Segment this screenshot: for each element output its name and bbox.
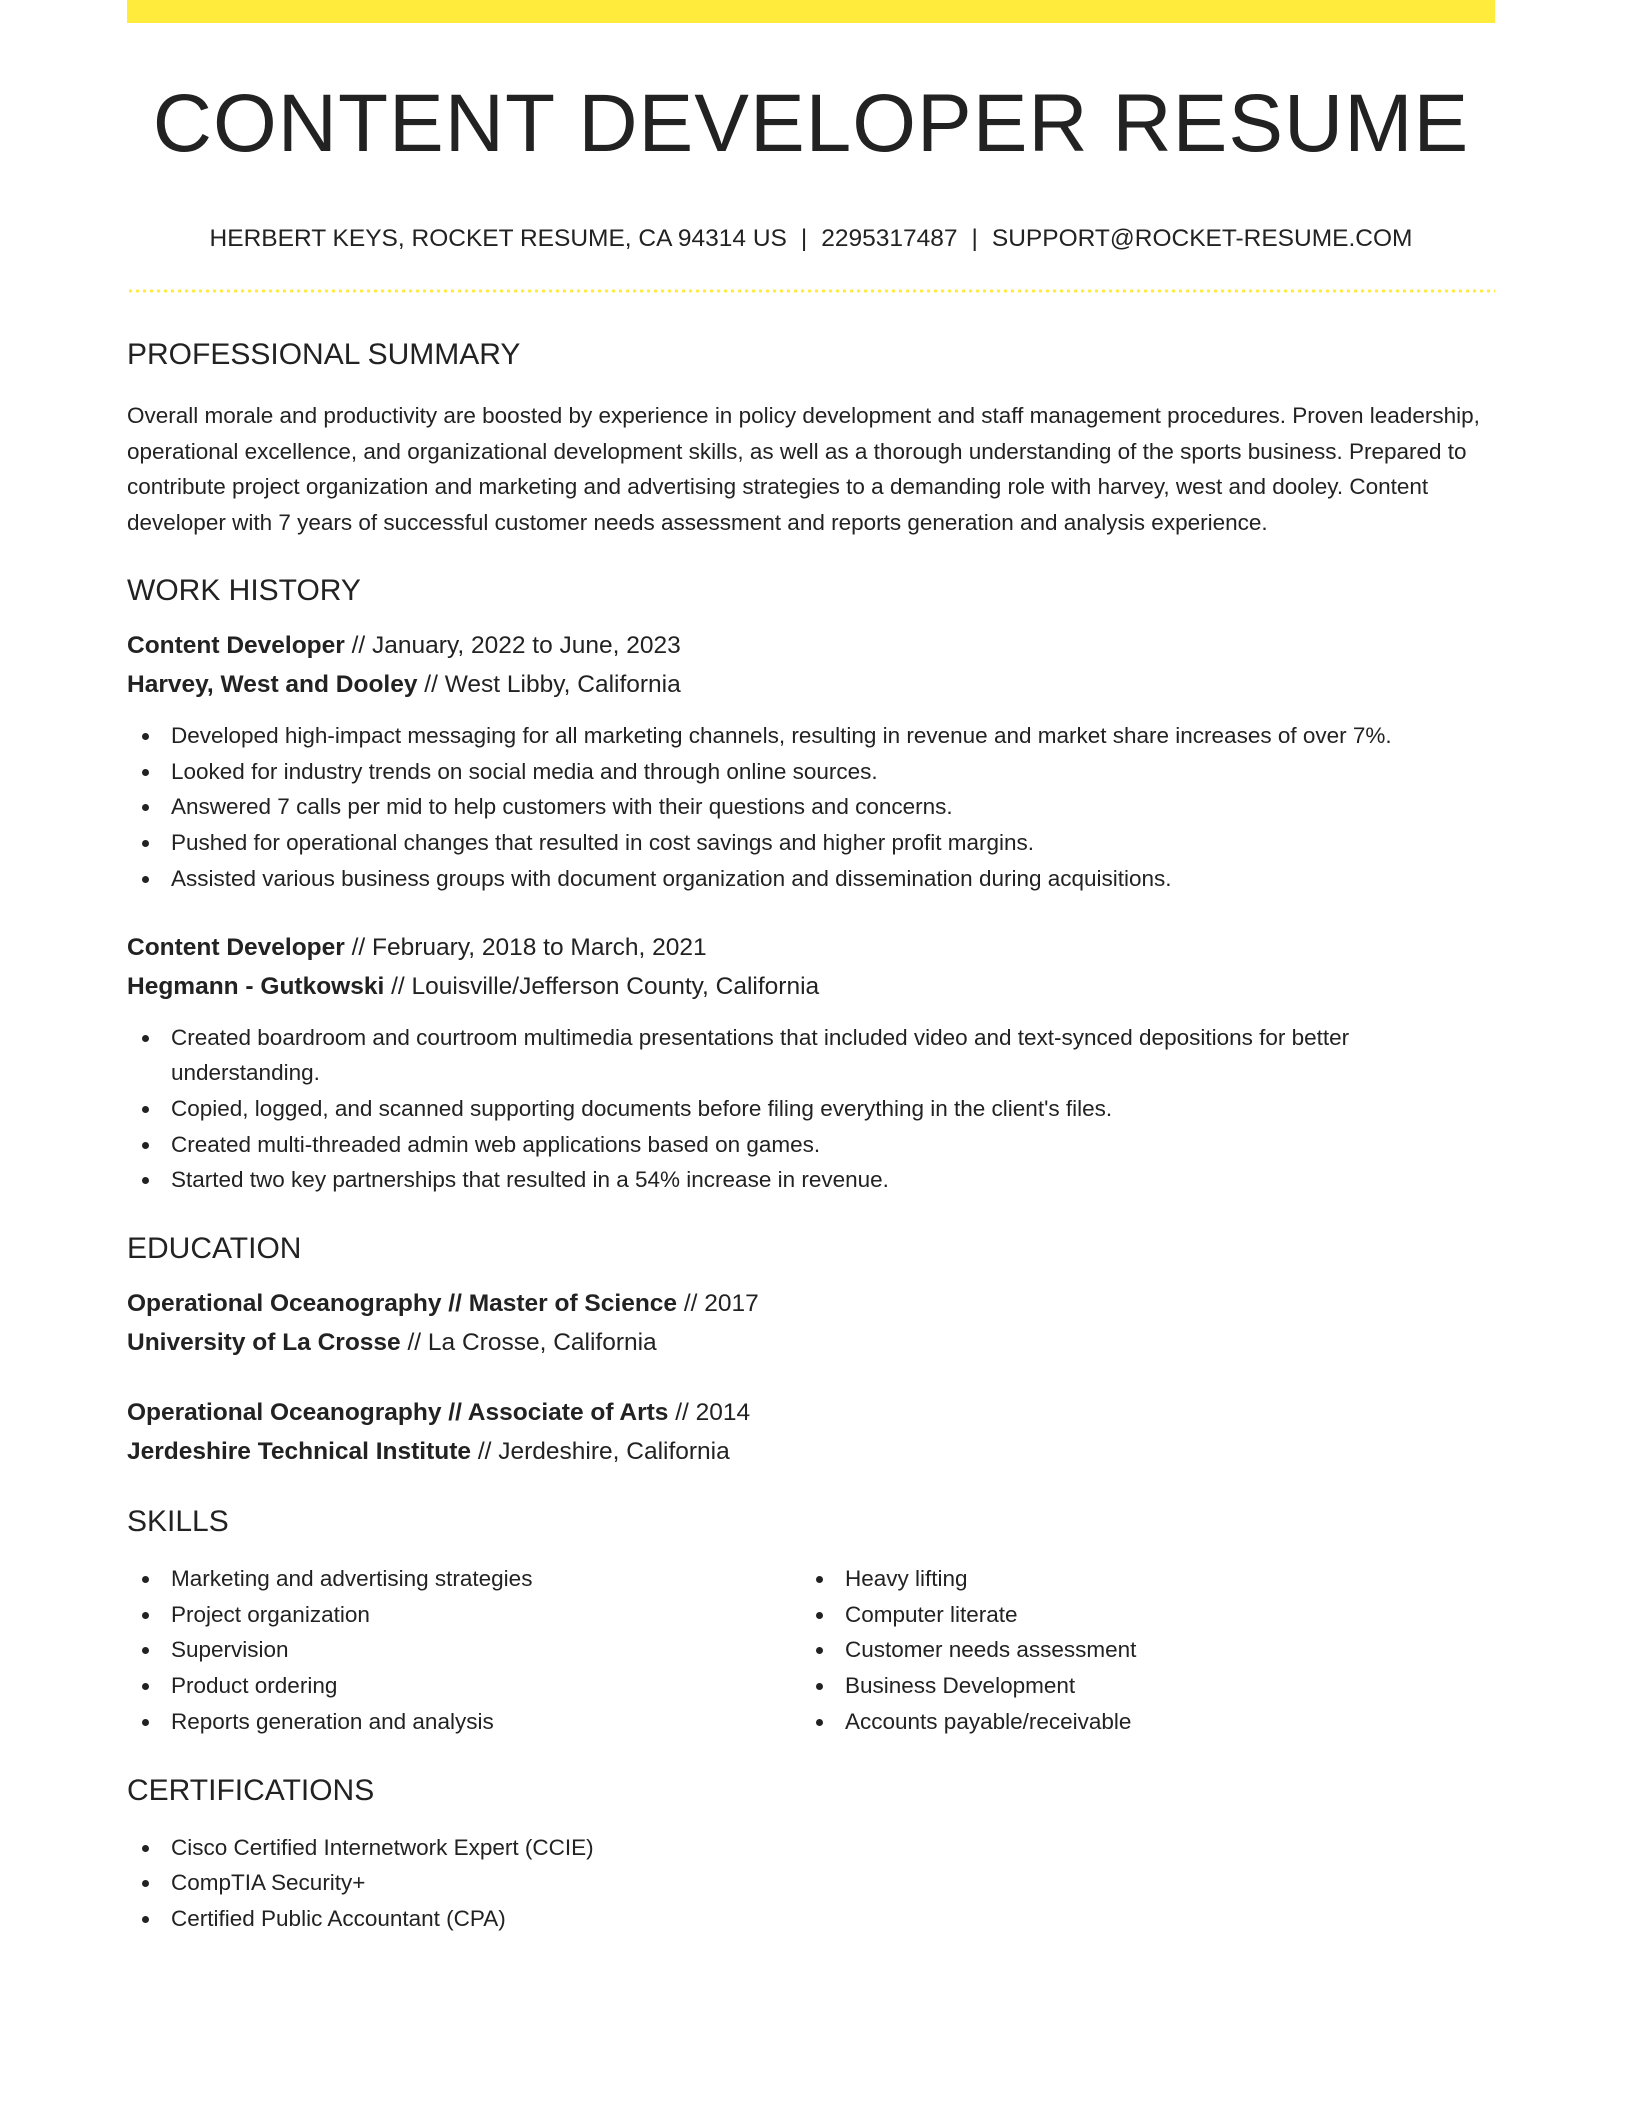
job-bullets [127,1020,1495,1199]
contact-separator: | [971,225,978,252]
certification-item: Certified Public Accountant (CPA) [127,1901,1495,1937]
education-school: Jerdeshire Technical Institute [127,1438,472,1466]
job-location: // West Libby, California [417,671,681,698]
education-school-line [127,1432,1495,1471]
job-bullet: Looked for industry trends on social media and through online sources. [127,754,1495,790]
skill-item: Supervision [127,1632,801,1668]
job-company-line [127,967,1495,1006]
skill-item: Customer needs assessment [801,1632,1475,1668]
skills-grid [127,1561,1495,1740]
job-bullet: Answered 7 calls per mid to help customers with their questions and concerns. [127,789,1495,825]
contact-line [127,225,1495,253]
job-title-line [127,626,1495,665]
education-entry [127,1284,1495,1362]
job-title: Content Developer [127,933,345,961]
contact-phone: 2295317487 [821,225,958,252]
job-bullet: Started two key partnerships that resulted in a 54% increase in revenue. [127,1162,1495,1198]
contact-address: HERBERT KEYS, ROCKET RESUME, CA 94314 US [209,225,787,252]
job-bullet: Created multi-threaded admin web applications based on games. [127,1127,1495,1163]
job-bullet: Pushed for operational changes that resulted in cost savings and higher profit margins. [127,825,1495,861]
resume-title: CONTENT DEVELOPER RESUME [152,78,1470,169]
work-history-heading: WORK HISTORY [127,574,361,607]
job-entry [127,626,1495,897]
education-entry [127,1393,1495,1471]
skill-item: Accounts payable/receivable [801,1704,1475,1740]
skill-item: Reports generation and analysis [127,1704,801,1740]
skills-list-right [801,1561,1475,1740]
job-title-line [127,928,1495,967]
skill-item: Project organization [127,1597,801,1633]
certification-item: CompTIA Security+ [127,1865,1495,1901]
education-degree: Operational Oceanography // Associate of Arts [127,1399,669,1427]
skill-item: Business Development [801,1668,1475,1704]
job-company-line [127,665,1495,704]
education-year: // 2017 [677,1290,759,1318]
contact-email: SUPPORT@ROCKET-RESUME.COM [991,225,1413,252]
education-degree: Operational Oceanography // Master of Science [127,1290,678,1318]
education-school-line [127,1323,1495,1362]
job-bullet: Developed high-impact messaging for all marketing channels, resulting in revenue and market share increases of over 7%. [127,718,1495,754]
job-company: Harvey, West and Dooley [127,671,418,698]
skill-item: Heavy lifting [801,1561,1475,1597]
education-year: // 2014 [668,1399,751,1427]
skill-item: Computer literate [801,1597,1475,1633]
accent-top-bar [127,0,1495,23]
job-bullet: Assisted various business groups with document organization and dissemination during acquisitions. [127,861,1495,897]
job-dates: // January, 2022 to June, 2023 [344,632,681,659]
education-degree-line [127,1393,1495,1432]
summary-text: Overall morale and productivity are boosted by experience in policy development and staff management procedures. Proven leadership, operational excellence, and organizational development skills, as well as a thorough understanding of the sports business. Prepared to contribute project organization and marketing and advertising strategies to a demanding role with harvey, west and dooley. Content developer with 7 years of successful customer needs assessment and reports generation and analysis experience. [127,403,1480,535]
certifications-list [127,1830,1495,1937]
job-bullet: Created boardroom and courtroom multimedia presentations that included video and text-synced depositions for better understanding. [127,1020,1495,1091]
resume-page [127,0,1495,1937]
skill-item: Product ordering [127,1668,801,1704]
certifications-heading: CERTIFICATIONS [127,1773,375,1807]
job-title: Content Developer [127,632,345,659]
job-dates: // February, 2018 to March, 2021 [344,933,707,961]
job-bullets [127,718,1495,897]
skills-heading: SKILLS [127,1505,229,1539]
certification-item: Cisco Certified Internetwork Expert (CCIE) [127,1830,1495,1866]
summary-heading: PROFESSIONAL SUMMARY [127,338,521,371]
job-company: Hegmann - Gutkowski [127,972,385,1000]
education-location: // La Crosse, California [400,1329,657,1357]
education-school: University of La Crosse [127,1329,401,1357]
job-location: // Louisville/Jefferson County, California [384,972,820,1000]
job-entry [127,928,1495,1199]
education-degree-line [127,1284,1495,1323]
dotted-divider [127,289,1495,293]
contact-separator: | [800,225,808,252]
job-bullet: Copied, logged, and scanned supporting documents before filing everything in the client's files. [127,1091,1495,1127]
skill-item: Marketing and advertising strategies [127,1561,801,1597]
education-location: // Jerdeshire, California [471,1438,730,1466]
skills-list-left [127,1561,801,1740]
education-heading: EDUCATION [127,1232,302,1266]
